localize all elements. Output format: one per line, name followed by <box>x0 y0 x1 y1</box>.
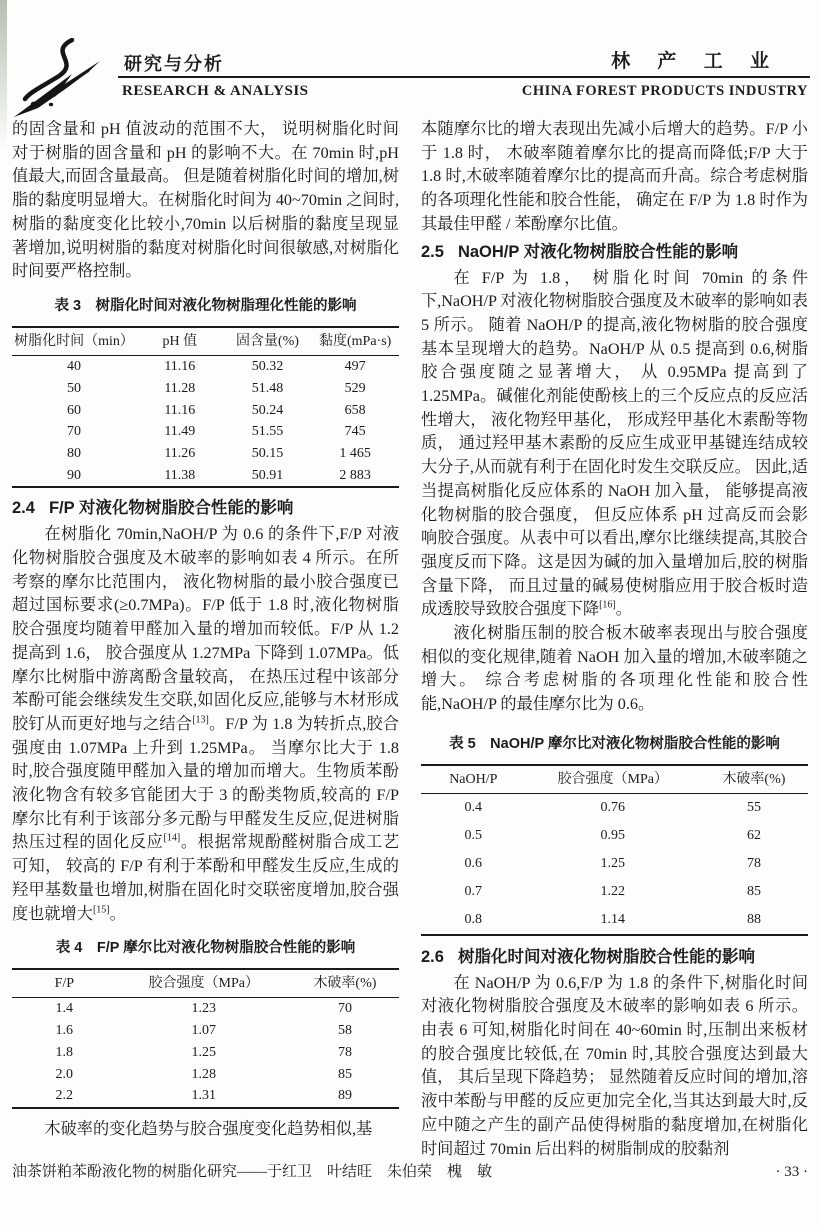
table-cell: 745 <box>344 424 366 440</box>
table-cell: 1.25 <box>191 1044 216 1060</box>
table-cell: 1.25 <box>600 856 625 872</box>
table-cell: 658 <box>344 402 366 418</box>
table-cell: 51.55 <box>251 424 284 440</box>
table-5-body <box>421 793 808 935</box>
left-column <box>12 118 399 1161</box>
table-3-head <box>12 327 399 356</box>
table-row <box>12 1042 399 1064</box>
table-3-caption: 表 3 树脂化时间对液化物树脂理化性能的影响 <box>54 297 357 314</box>
table-cell: 62 <box>746 828 761 844</box>
section-title: 树脂化时间对液化物树脂胶合性能的影响 <box>457 947 755 966</box>
table-3 <box>12 326 399 489</box>
table-row <box>12 1020 399 1042</box>
header-divider <box>118 76 810 78</box>
table-row <box>12 399 399 421</box>
table-cell: 80 <box>66 446 81 462</box>
citation-ref: [16] <box>599 599 616 611</box>
table-cell: 60 <box>66 402 81 418</box>
table-cell: 1.4 <box>55 1001 74 1017</box>
table-row <box>421 822 808 850</box>
column-header: 树脂化时间（min） <box>12 327 136 356</box>
table-cell: 11.26 <box>164 446 196 462</box>
column-header: pH 值 <box>136 327 224 356</box>
table-4-block <box>12 937 399 1109</box>
footer-article-info: 油茶饼粕苯酚液化物的树脂化研究——于红卫 叶结旺 朱伯荣 槐 敏 <box>12 1164 493 1180</box>
table-cell: 1 465 <box>339 446 371 462</box>
section-number: 2.6 <box>421 947 444 966</box>
table-row <box>12 377 399 399</box>
right-column <box>421 118 808 1161</box>
table-row <box>421 906 808 935</box>
table-cell: 40 <box>66 359 81 375</box>
table-cell: 2.0 <box>55 1066 74 1082</box>
section-number: 2.5 <box>421 242 444 261</box>
section-number: 2.4 <box>12 499 35 518</box>
table-cell: 70 <box>66 424 81 440</box>
table-cell: 70 <box>337 1001 352 1017</box>
table-cell: 2 883 <box>339 467 371 483</box>
table-cell: 85 <box>746 884 761 900</box>
column-header: 胶合强度（MPa） <box>117 969 291 998</box>
table-5-head <box>421 765 808 794</box>
table-cell: 0.6 <box>464 856 483 872</box>
table-cell: 89 <box>337 1088 352 1104</box>
table-header-row <box>12 327 399 356</box>
table-4 <box>12 968 399 1109</box>
table-header-row <box>12 969 399 998</box>
table-cell: 0.76 <box>600 800 625 816</box>
table-5-caption: 表 5 NaOH/P 摩尔比对液化物树脂胶合性能的影响 <box>449 735 780 752</box>
column-header: 黏度(mPa·s) <box>311 327 399 356</box>
table-cell: 11.49 <box>164 424 196 440</box>
table-row <box>12 355 399 377</box>
table-cell: 1.14 <box>600 912 625 928</box>
column-header: 木破率(%) <box>700 765 808 794</box>
table-row <box>421 793 808 822</box>
citation-ref: [14] <box>163 833 181 845</box>
table-cell: 2.2 <box>55 1088 74 1104</box>
column-header: NaOH/P <box>421 765 526 794</box>
table-cell: 0.4 <box>464 800 483 816</box>
paragraph-continued: 的固含量和 pH 值波动的范围不大， 说明树脂化时间对于树脂的固含量和 pH 的影响不大。在 70min 时,pH 值最大,而固含量最高。 但是随着树脂化时间的增加,树脂的黏度明显增大。在树脂化时间为 40~70min 之间时,树脂的黏度变化比较小,70min 以后树脂的黏度呈现显著增加,说明树脂的黏度对树脂化时间很敏感,对树脂化时间要严格控制。 <box>12 120 399 281</box>
table-cell: 1.07 <box>191 1023 216 1039</box>
table-cell: 0.95 <box>600 828 625 844</box>
table-cell: 1.22 <box>600 884 625 900</box>
table-cell: 50.32 <box>251 359 284 375</box>
table-cell: 11.38 <box>164 467 196 483</box>
table-4-caption: 表 4 F/P 摩尔比对液化物树脂胶合性能的影响 <box>55 940 356 957</box>
section-title-en: RESEARCH & ANALYSIS <box>122 83 309 99</box>
table-4-head <box>12 969 399 998</box>
table-cell: 0.7 <box>464 884 483 900</box>
table-cell: 1.28 <box>191 1066 216 1082</box>
table-row <box>12 443 399 465</box>
table-row <box>421 850 808 878</box>
citation-ref: [15] <box>92 904 110 916</box>
paragraph: 木破率的变化趋势与胶合强度变化趋势相似,基 <box>44 1119 373 1138</box>
section-heading-2-4 <box>12 497 399 520</box>
table-cell: 50 <box>66 380 81 396</box>
section-heading-2-5 <box>421 241 808 264</box>
journal-logo-icon <box>12 38 108 118</box>
table-row <box>12 997 399 1019</box>
table-4-body <box>12 997 399 1107</box>
column-header: 胶合强度（MPa） <box>526 765 700 794</box>
table-3-body <box>12 355 399 487</box>
section-title: NaOH/P 对液化物树脂胶合性能的影响 <box>457 242 739 261</box>
section-title-cn: 研究与分析 <box>124 54 224 74</box>
paragraph: 在 NaOH/P 为 0.6,F/P 为 1.8 的条件下,树脂化时间对液化物树脂胶合强度及木破率的影响如表 6 所示。由表 6 可知,树脂化时间在 40~60min 时,压制出来板材的胶合强度比较低,在 70min 时,其胶合强度达到最大值， 其后呈现下降趋势； 显然随着反应时间的增加,溶液中苯酚与甲醛的反应更加完全化,当其达到最大时,反应中随之产生的副产品使得树脂的黏度增加,在树脂化时间超过 70min 后出料的树脂制成的胶黏剂 <box>421 973 808 1158</box>
paragraph <box>12 523 399 926</box>
table-row <box>12 1063 399 1085</box>
table-3-block <box>12 295 399 488</box>
table-cell: 497 <box>344 359 366 375</box>
table-cell: 55 <box>746 800 761 816</box>
table-header-row <box>421 765 808 794</box>
table-cell: 11.16 <box>164 402 196 418</box>
column-header: F/P <box>12 969 117 998</box>
table-row <box>12 465 399 488</box>
table-cell: 50.24 <box>251 402 284 418</box>
page-footer <box>12 1160 808 1181</box>
paragraph: 液化树脂压制的胶合板木破率表现出与胶合强度相似的变化规律,随着 NaOH 加入量的增加,木破率随之增大。 综合考虑树脂的各项理化性能和胶合性能,NaOH/P 的最佳摩尔比为 0.6。 <box>421 624 808 714</box>
table-cell: 90 <box>66 467 81 483</box>
article-body <box>12 118 808 1161</box>
table-cell: 11.28 <box>164 380 196 396</box>
paragraph-continued: 本随摩尔比的增大表现出先减小后增大的趋势。F/P 小于 1.8 时， 木破率随着摩尔比的提高而降低;F/P 大于 1.8 时,木破率随着摩尔比的提高而升高。综合考虑树脂的各项理化性能和胶合性能， 确定在 F/P 为 1.8 时作为其最佳甲醛 / 苯酚摩尔比值。 <box>421 120 808 233</box>
paragraph-text: 。F/P 为 1.8 为转折点,胶合强度由 1.07MPa 上升到 1.25MPa。 当摩尔比大于 1.8 时,胶合强度随甲醛加入量的增加而增大。生物质苯酚液化物含有较多官能团大于 3 的酚类物质,较高的 F/P 摩尔比有利于该部分多元酚与甲醛发生反应,促进树脂热压过程的固化反应 <box>12 714 399 852</box>
table-cell: 1.23 <box>191 1001 216 1017</box>
paragraph <box>421 267 808 623</box>
table-cell: 85 <box>337 1066 352 1082</box>
table-cell: 50.91 <box>251 467 284 483</box>
table-cell: 50.15 <box>251 446 284 462</box>
table-cell: 78 <box>337 1044 352 1060</box>
paragraph-text: 。 <box>109 904 126 923</box>
table-cell: 51.48 <box>251 380 284 396</box>
table-5-block <box>421 733 808 936</box>
journal-title-cn: 林 产 工 业 <box>611 51 780 72</box>
paragraph-text: 在 F/P 为 1.8， 树脂化时间 70min 的条件下,NaOH/P 对液化物树脂胶合强度及木破率的影响如表 5 所示。 随着 NaOH/P 的提高,液化物树脂的胶合强度基本呈现增大的趋势。NaOH/P 从 0.5 提高到 0.6,树脂胶合强度随之显著增大， 从 0.95MPa 提高到了 1.25MPa。碱催化剂能使酚核上的三个反应点的反应活性增大， 液化物羟甲基化， 形成羟甲基化木素酚等物质， 通过羟甲基木素酚的反应生成亚甲基键连结成较大分子,从而就有利于在固化时发生交联反应。 因此,适当提高树脂化反应体系的 NaOH 加入量， 能够提高液化物树脂的胶合强度， 但反应体系 pH 过高反而会影响胶合强度。从表中可以看出,摩尔比继续提高,其胶合强度反而下降。这是因为碱的加入量增加后,胶的树脂含量下降， 而且过量的碱易使树脂应用于胶合板时造成透胶导致胶合强度下降 <box>421 268 808 619</box>
table-cell: 529 <box>344 380 366 396</box>
table-cell: 1.31 <box>191 1088 216 1104</box>
table-cell: 0.8 <box>464 912 483 928</box>
table-row <box>12 1085 399 1108</box>
table-row <box>12 421 399 443</box>
table-cell: 1.8 <box>55 1044 74 1060</box>
table-5 <box>421 764 808 936</box>
column-header: 木破率(%) <box>291 969 399 998</box>
table-cell: 1.6 <box>55 1023 74 1039</box>
section-title: F/P 对液化物树脂胶合性能的影响 <box>48 499 294 518</box>
citation-ref: [13] <box>192 714 209 726</box>
page-number: · 33 · <box>775 1164 808 1180</box>
paragraph-text: 。 <box>615 600 632 619</box>
journal-title-en: CHINA FOREST PRODUCTS INDUSTRY <box>521 83 808 99</box>
table-row <box>421 878 808 906</box>
page-header <box>0 0 820 118</box>
paragraph-text: 。根据常规酚醛树脂合成工艺可知， 较高的 F/P 有利于苯酚和甲醛发生反应,生成的羟甲基数量也增加,树脂在固化时交联密度增加,胶合强度也就增大 <box>12 833 400 923</box>
section-heading-2-6 <box>421 946 808 969</box>
paragraph-text: 在树脂化 70min,NaOH/P 为 0.6 的条件下,F/P 对液化物树脂胶合强度及木破率的影响如表 4 所示。在所考察的摩尔比范围内， 液化物树脂的最小胶合强度已超过国标要求(≥0.7MPa)。F/P 低于 1.8 时,液化物树脂胶合强度均随着甲醛加入量的增加而较低。F/P 从 1.2 提高到 1.6， 胶合强度从 1.27MPa 下降到 1.07MPa。低摩尔比树脂中游离酚含量较高， 在热压过程中该部分苯酚可能会继续发生交联,如固化反应,能够与木材形成胶钉从而更好地与之结合 <box>12 525 399 733</box>
table-cell: 11.16 <box>164 359 196 375</box>
table-cell: 0.5 <box>464 828 483 844</box>
table-cell: 58 <box>337 1023 352 1039</box>
column-header: 固含量(%) <box>224 327 312 356</box>
table-cell: 88 <box>746 912 761 928</box>
table-cell: 78 <box>746 856 761 872</box>
